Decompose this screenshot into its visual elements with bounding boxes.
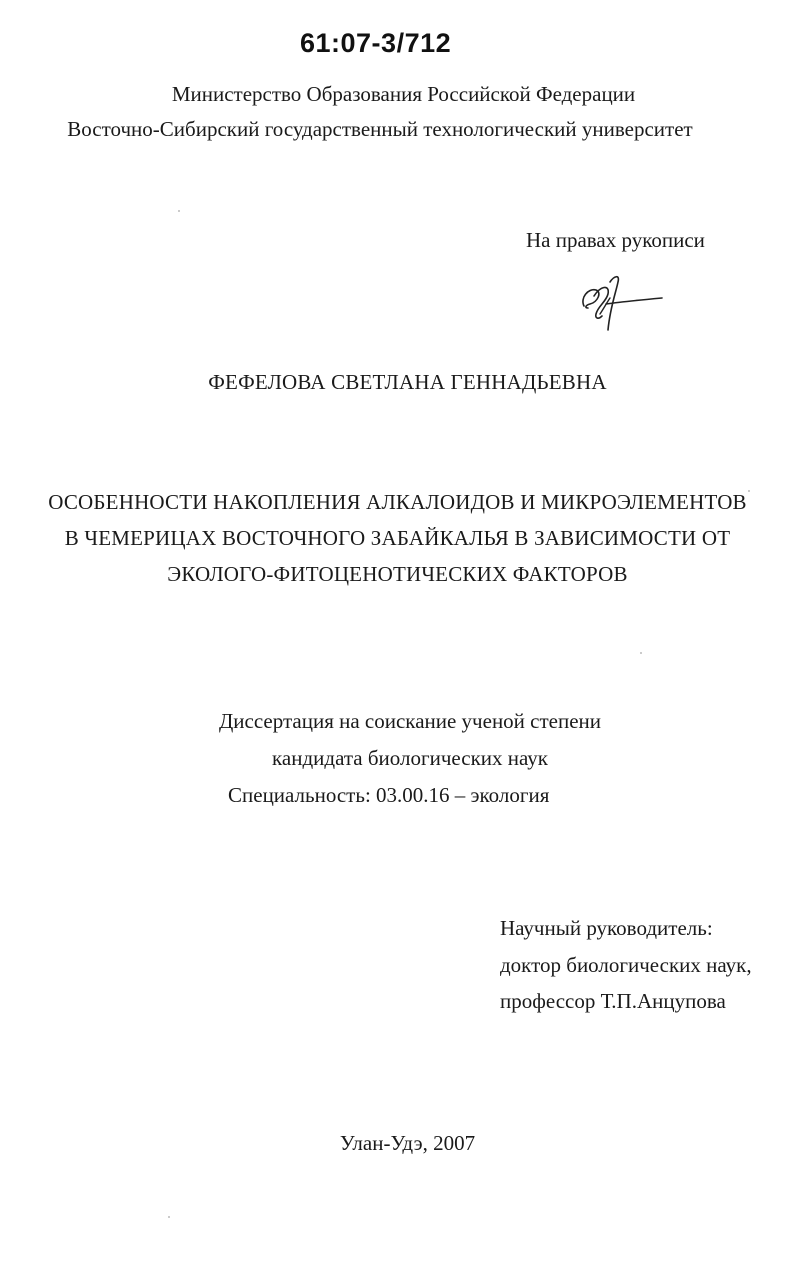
scan-speck (178, 210, 180, 212)
archive-code-stamp: 61:07-3/712 (300, 28, 452, 58)
dissertation-title-line: В ЧЕМЕРИЦАХ ВОСТОЧНОГО ЗАБАЙКАЛЬЯ В ЗАВИСИМОСТИ ОТ (64, 526, 731, 550)
degree-name: кандидата биологических наук (272, 746, 548, 770)
supervisor-name: профессор Т.П.Анцупова (500, 989, 726, 1013)
author-name: ФЕФЕЛОВА СВЕТЛАНА ГЕННАДЬЕВНА (208, 370, 607, 394)
dissertation-title-line: ЭКОЛОГО-ФИТОЦЕНОТИЧЕСКИХ ФАКТОРОВ (167, 562, 628, 586)
dissertation-purpose: Диссертация на соискание ученой степени (218, 709, 602, 733)
dissertation-title-line: ОСОБЕННОСТИ НАКОПЛЕНИЯ АЛКАЛОИДОВ И МИКРОЭЛЕМЕНТОВ (48, 490, 747, 514)
signature-icon (570, 268, 680, 338)
supervisor-degree: доктор биологических наук, (500, 953, 752, 977)
ministry-name: Министерство Образования Российской Федерации (171, 82, 636, 106)
manuscript-rights-note: На правах рукописи (526, 228, 705, 252)
specialty: Специальность: 03.00.16 – экология (228, 783, 550, 807)
place-and-year: Улан-Удэ, 2007 (339, 1131, 476, 1155)
supervisor-label: Научный руководитель: (500, 916, 713, 940)
scan-speck (748, 490, 750, 492)
university-name: Восточно-Сибирский государственный технологический университет (67, 117, 693, 141)
scan-speck (168, 1216, 170, 1218)
scan-speck (640, 652, 642, 654)
